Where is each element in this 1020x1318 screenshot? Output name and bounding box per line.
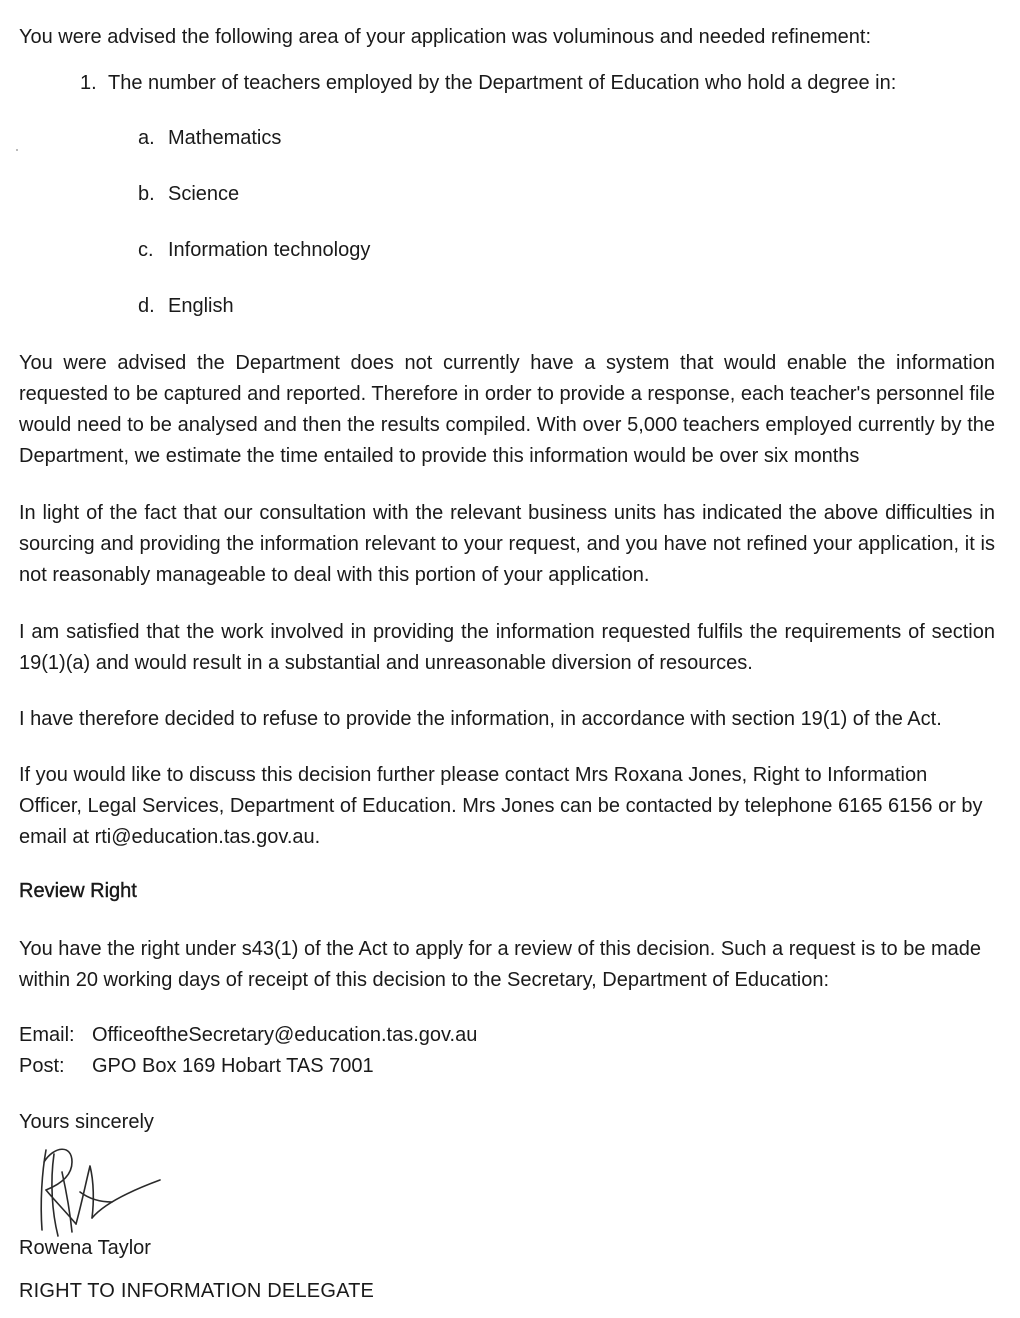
review-right-heading: Review Right — [19, 880, 137, 902]
numbered-item-1 — [80, 68, 980, 99]
sub-item-letter: c. — [138, 239, 154, 261]
paragraph-contact: If you would like to discuss this decision further please contact Mrs Roxana Jones, Right to Information Officer, Legal Services, Department of Education. Mrs Jones can be contacted by telephone 6165 6156 or by email at rti@education.tas.gov.au. — [19, 764, 983, 848]
item-number: 1. — [80, 72, 97, 94]
scan-speck — [16, 149, 18, 151]
closing-salutation: Yours sincerely — [19, 1111, 154, 1133]
sub-item-text: Information technology — [168, 239, 371, 261]
signer-name: Rowena Taylor — [19, 1237, 151, 1259]
paragraph-not-manageable: In light of the fact that our consultation with the relevant business units has indicated the above difficulties in sourcing and providing the information relevant to your request, and you have not refined your application, it is not reasonably manageable to deal with this portion of your application. — [19, 502, 995, 586]
paragraph-satisfied: I am satisfied that the work involved in providing the information requested fulfils the requirements of section 19(1)(a) and would result in a substantial and unreasonable diversion of resources. — [19, 621, 995, 674]
email-row — [19, 1020, 719, 1051]
intro-text: You were advised the following area of your application was voluminous and needed refinement: — [19, 26, 872, 48]
sub-item-letter: a. — [138, 127, 155, 149]
post-label: Post: — [19, 1055, 65, 1077]
email-address: OfficeoftheSecretary@education.tas.gov.au — [92, 1024, 478, 1046]
sub-item-letter: b. — [138, 183, 155, 205]
item-text: The number of teachers employed by the Department of Education who hold a degree in: — [108, 72, 897, 94]
sub-item-information-technology — [138, 235, 738, 266]
sub-item-text: Mathematics — [168, 127, 282, 149]
post-row — [19, 1051, 719, 1082]
sub-item-text: English — [168, 295, 234, 317]
paragraph-no-system: You were advised the Department does not currently have a system that would enable the information requested to be captured and reported. Therefore in order to provide a response, each teacher's personnel file would need to be analysed and then the results compiled. With over 5,000 teachers employed currently by the Department, we estimate the time entailed to provide this information would be over six months — [19, 352, 995, 467]
signer-role: RIGHT TO INFORMATION DELEGATE — [19, 1280, 375, 1302]
sub-item-science — [138, 179, 738, 210]
sub-item-text: Science — [168, 183, 240, 205]
paragraph-refusal: I have therefore decided to refuse to provide the information, in accordance with section 19(1) of the Act. — [19, 708, 942, 730]
post-address: GPO Box 169 Hobart TAS 7001 — [92, 1055, 374, 1077]
sub-item-mathematics — [138, 123, 738, 154]
sub-item-english — [138, 291, 738, 322]
paragraph-review: You have the right under s43(1) of the Act to apply for a review of this decision. Such a request is to be made within 20 working days of receipt of this decision to the Secretary, Department of Education: — [19, 938, 982, 991]
sub-item-letter: d. — [138, 295, 155, 317]
handwritten-signature — [32, 1132, 172, 1242]
email-label: Email: — [19, 1024, 75, 1046]
